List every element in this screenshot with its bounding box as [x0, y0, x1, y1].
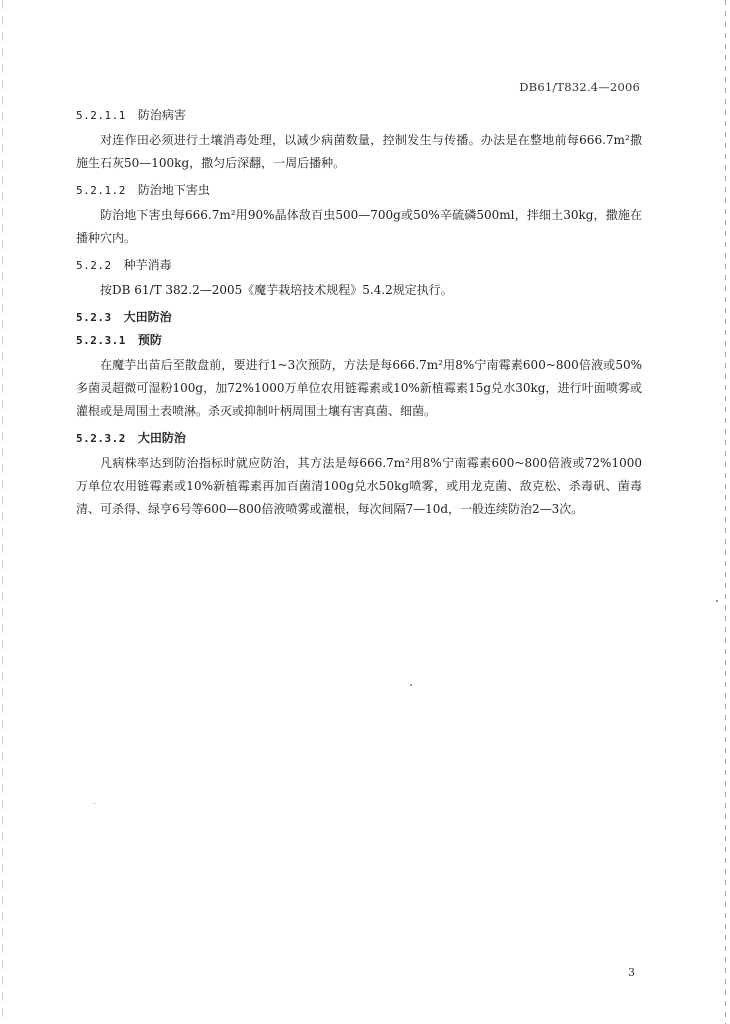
paragraph-5-2-1-2: 防治地下害虫每666.7m²用90%晶体敌百虫500—700g或50%辛硫磷500ml，拌细土30kg，撒施在播种穴内。 — [76, 208, 642, 245]
scan-speck — [716, 600, 718, 602]
heading-5-2-1-1 — [76, 104, 642, 127]
scan-right-edge — [725, 0, 726, 1024]
section-title: 大田防治 — [137, 431, 186, 445]
paragraph-5-2-1-1: 对连作田必须进行土壤消毒处理，以减少病菌数量，控制发生与传播。办法是在整地前每666.7m²撒施生石灰50—100kg，撒匀后深翻，一周后播种。 — [76, 133, 642, 170]
paragraph-5-2-2: 按DB 61/T 382.2—2005《魔芋栽培技术规程》5.4.2规定执行。 — [100, 283, 453, 297]
heading-5-2-3 — [76, 306, 642, 329]
section-title: 预防 — [137, 333, 162, 347]
paragraph-5-2-3-1: 在魔芋出苗后至散盘前，要进行1~3次预防，方法是每666.7m²用8%宁南霉素600~800倍液或50%多菌灵超微可湿粉100g，加72%1000万单位农用链霉素或10%新植霉素15g兑水30kg，进行叶面喷雾或灌根或是周围土表喷淋。杀灭或抑制叶柄周围土壤有害真菌、细菌。 — [76, 358, 642, 418]
scan-left-edge — [2, 0, 3, 1024]
section-number: 5.2.3 — [76, 311, 112, 324]
section-title: 防治病害 — [137, 108, 186, 122]
heading-5-2-1-2 — [76, 179, 642, 202]
page-number: 3 — [628, 966, 635, 979]
paragraph-5-2-3-2: 凡病株率达到防治指标时就应防治，其方法是每666.7m²用8%宁南霉素600~800倍液或72%1000万单位农用链霉素或10%新植霉素再加百菌清100g兑水50kg喷雾，或用龙克菌、敌克松、杀毒矾、菌毒清、可杀得、绿亨6号等600—800倍液喷雾或灌根，每次间隔7—10d，一般连续防治2—3次。 — [76, 456, 642, 516]
section-number: 5.2.3.1 — [76, 334, 126, 347]
heading-5-2-2 — [76, 254, 642, 277]
section-title: 种芋消毒 — [123, 258, 172, 272]
section-number: 5.2.2 — [76, 259, 112, 272]
scan-speck — [94, 803, 95, 804]
section-number: 5.2.3.2 — [76, 432, 126, 445]
section-title: 防治地下害虫 — [137, 183, 210, 197]
document-code: DB61/T832.4—2006 — [519, 80, 640, 94]
section-number: 5.2.1.1 — [76, 109, 126, 122]
heading-5-2-3-1 — [76, 329, 642, 352]
document-body — [76, 104, 642, 525]
section-number: 5.2.1.2 — [76, 184, 126, 197]
section-title: 大田防治 — [123, 310, 172, 324]
scan-speck — [410, 684, 412, 686]
heading-5-2-3-2 — [76, 427, 642, 450]
